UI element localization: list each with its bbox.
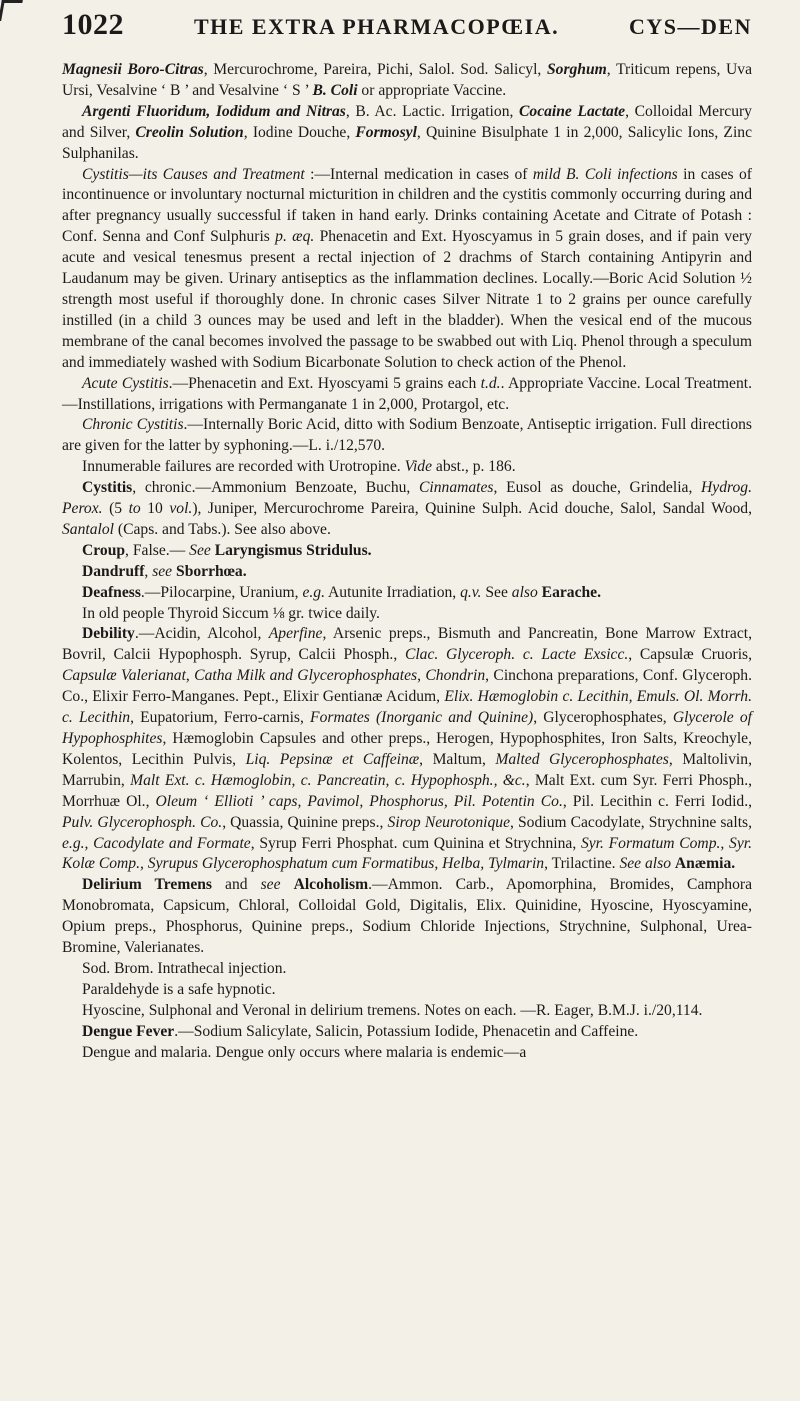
text-run: Autunite Irradiation, (324, 583, 461, 601)
text-run: Malt Ext. c. Hæmoglobin, c. Pancreatin, c. Hypophosph., &c. (130, 771, 526, 789)
text-run: Hyoscine, Sulphonal and Veronal in delirium tremens. Notes on each. —R. Eager, B.M.J. i./20,114. (82, 1001, 703, 1019)
text-run: ), Juniper, Mercurochrome Pareira, Quinine Sulph. Acid douche, Salol, Sandal Wood, (192, 500, 752, 518)
paragraph (62, 60, 752, 102)
text-run: (5 (102, 500, 129, 518)
page-corner-mark (0, 0, 23, 21)
text-run: mild B. Coli infections (532, 165, 678, 183)
paragraph (62, 165, 752, 374)
text-run: see (152, 562, 173, 580)
text-run: .—Pilocarpine, Uranium, (140, 583, 303, 601)
paragraph (62, 374, 752, 416)
text-run: , Iodine Douche, (243, 123, 356, 141)
paragraph (62, 875, 752, 959)
text-run: e.g., Cacodylate and Formate (62, 834, 251, 852)
text-run: .—Internally Boric Acid, ditto with Sodium Benzoate, Antiseptic irrigation. Full directions are given for the latter by syphoning.—L. i./12,570. (62, 416, 752, 455)
running-title: THE EXTRA PHARMACOPŒIA. (193, 14, 560, 39)
entry-heading: Anæmia. (674, 855, 736, 873)
text-run: See (481, 583, 512, 601)
text-run: Pulv. Glycerophosph. Co. (62, 813, 223, 831)
text-run: Aperfine (268, 625, 323, 643)
text-run: , False.— (125, 541, 190, 559)
text-run: See also (619, 855, 672, 873)
text-run (281, 876, 294, 893)
text-run: In old people Thyroid Siccum ⅛ gr. twice daily. (82, 604, 380, 622)
text-run: Syr. Formatum Comp., Syr. Kolæ Comp., Syrupus Glycerophosphatum cum Formatibus, Helba, Tylmarin (62, 834, 752, 873)
text-run: , Quassia, Quinine preps., (222, 813, 388, 831)
text-run: Paraldehyde is a safe hypnotic. (82, 980, 276, 998)
paragraph (62, 457, 752, 478)
paragraph (62, 583, 752, 604)
paragraph (62, 604, 752, 625)
text-run: Glycerole of Hypophosphites (62, 709, 753, 747)
text-run: , Colloidal Mercury and Silver, (62, 102, 752, 141)
text-run: , Mercurochrome, Pareira, Pichi, Salol. Sod. Salicyl, (203, 61, 547, 78)
body-text (62, 60, 752, 1064)
text-run: Catha Milk and Glycerophosphates (194, 667, 418, 685)
paragraph (62, 959, 752, 980)
text-run: Oleum ‘ Ellioti ’ caps, Pavimol, Phosphorus, Pil. Potentin Co. (155, 792, 563, 810)
text-run: Hydrog. Perox. (62, 479, 752, 518)
entry-heading: Dengue Fever (82, 1022, 175, 1040)
entry-heading: Cystitis (82, 479, 133, 497)
entry-heading: Sborrhœa. (176, 562, 247, 580)
text-run: , (417, 667, 426, 685)
text-run: Capsulæ Valerianat (62, 667, 186, 685)
text-run: Cinnamates (419, 479, 494, 497)
text-run: Cystitis—its Causes and Treatment (82, 165, 305, 183)
text-run: :—Internal medication in cases of (304, 165, 533, 183)
text-run: , (144, 562, 153, 580)
text-run: .—Ammon. Carb., Apomorphina, Bromides, Camphora Monobromata, Capsicum, Chloral, Colloidal Gold, Digitalis, Elix. Quinidine, Hyoscine, Hyoscyamine, Opium preps., Phosphorus, Quinine preps., Sodium Chloride Injections, Strychnine, Sulphonal, Urea-Bromine, Valerianates. (62, 876, 753, 957)
text-run: , Eusol as douche, Grindelia, (493, 479, 702, 497)
text-run: .—Phenacetin and Ext. Hyoscyami 5 grains each (168, 374, 481, 392)
text-run: , Malt Ext. cum Syr. Ferri Phosph., Morrhuæ Ol., (62, 771, 752, 810)
text-run: Chronic Cystitis (82, 416, 184, 434)
entry-range: CYS—DEN (629, 14, 752, 39)
page-header (62, 0, 752, 60)
text-run: Liq. Pepsinæ et Caffeinæ (245, 750, 420, 768)
entry-heading: Earache. (541, 583, 602, 601)
paragraph (62, 415, 752, 457)
entry-heading: Delirium Tremens (82, 876, 212, 894)
entry-heading: Laryngismus Stridulus. (214, 541, 372, 559)
entry-heading: Alcoholism (293, 876, 369, 894)
paragraph (62, 1043, 752, 1064)
text-run: Santalol (62, 520, 114, 538)
text-run: in cases of incontinuence or involuntary nocturnal micturition in children and the cystitis commonly occurring during and after pregnancy usually successful if taken in hand early. Drinks containing Acetate and Citrate of Potash : Conf. Senna and Conf Sulphuris (62, 165, 752, 246)
text-run: See (189, 541, 211, 559)
text-run: , Pil. Lecithin c. Ferri Iodid., (562, 792, 752, 810)
text-run: Magnesii Boro-Citras (62, 61, 204, 78)
text-run: , Maltolivin, Marrubin, (62, 750, 752, 789)
text-run: Formates (Inorganic and Quinine) (310, 709, 534, 727)
text-run: , (185, 667, 195, 685)
text-run: , Quinine Bisulphate 1 in 2,000, Salicylic Ions, Zinc Sulphanilas. (62, 123, 752, 162)
text-run: , Maltum, (419, 750, 496, 768)
paragraph (62, 1022, 752, 1043)
text-run: Creolin Solution (135, 123, 244, 141)
entry-heading: Deafness (82, 583, 141, 601)
entry-heading: Debility (82, 625, 135, 643)
text-run: see (260, 876, 281, 894)
text-run: .—Acidin, Alcohol, (134, 625, 269, 643)
text-run: to (128, 500, 141, 518)
text-run: , Glycerophosphates, (533, 709, 673, 727)
text-run: , Sodium Cacodylate, Strychnine salts, (510, 813, 752, 831)
text-run: Clac. Glyceroph. c. Lacte Exsicc. (404, 646, 629, 664)
text-run: abst., p. 186. (432, 458, 516, 476)
text-run: . Appropriate Vaccine. Local Treatment.—Instillations, irrigations with Permanganate 1 in 2,000, Protargol, etc. (62, 374, 752, 413)
text-run: Formosyl (355, 123, 417, 141)
paragraph (62, 478, 752, 541)
text-run: , Arsenic preps., Bismuth and Pancreatin, Bone Marrow Extract, Bovril, Calcii Hypophosph. Syrup, Calcii Phosph., (62, 625, 752, 664)
text-run: , Cinchona preparations, Conf. Glyceroph. Co., Elixir Ferro-Manganes. Pept., Elixir Gentianæ Acidum, (62, 667, 752, 706)
entry-heading: Dandruff (82, 562, 145, 580)
paragraph (62, 980, 752, 1001)
text-run: Elix. Hæmoglobin c. Lecithin, Emuls. Ol. Morrh. c. Lecithin (62, 688, 753, 727)
text-run: Chondrin (425, 667, 486, 685)
text-run: (Caps. and Tabs.). See also above. (113, 520, 331, 538)
text-run: q.v. (460, 583, 482, 601)
text-run: and (211, 876, 261, 894)
text-run: Sirop Neurotonique (387, 813, 510, 831)
text-run: Innumerable failures are recorded with Urotropine. (82, 458, 405, 476)
text-run: , Triticum repens, Uva Ursi, Vesalvine ‘ B ’ and Vesalvine ‘ S ’ (62, 61, 752, 99)
text-run: B. Coli (312, 81, 358, 99)
text-run: vol. (169, 500, 193, 518)
entry-heading: Croup (82, 541, 126, 559)
text-run: , Capsulæ Cruoris, (628, 646, 752, 664)
text-run: Sod. Brom. Intrathecal injection. (82, 959, 287, 977)
paragraph (62, 624, 752, 875)
text-run: , B. Ac. Lactic. Irrigation, (345, 102, 520, 120)
text-run: , Eupatorium, Ferro-carnis, (130, 709, 311, 727)
text-run: Argenti Fluoridum, Iodidum and Nitras (82, 102, 346, 120)
text-run: p. æq. (275, 228, 315, 246)
text-run: , chronic.—Ammonium Benzoate, Buchu, (132, 479, 419, 497)
text-run: t.d. (480, 374, 501, 392)
text-run: Cocaine Lactate (519, 102, 626, 120)
paragraph (62, 562, 752, 583)
paragraph (62, 102, 752, 165)
text-run: or appropriate Vaccine. (357, 81, 507, 99)
text-run: 10 (140, 500, 170, 518)
paragraph (62, 1001, 752, 1022)
text-run: , Hæmoglobin Capsules and other preps., Herogen, Hypophosphites, Iron Salts, Kreochyle, Kolentos, Lecithin Pulvis, (62, 730, 752, 768)
text-run: , Syrup Ferri Phosphat. cum Quinina et Strychnina, (250, 834, 581, 852)
text-run: , Trilactine. (544, 855, 620, 873)
text-run: Acute Cystitis (82, 374, 169, 392)
text-run: Vide (404, 458, 432, 476)
text-run: Sorghum (546, 61, 607, 78)
text-run: Phenacetin and Ext. Hyoscyamus in 5 grain doses, and if pain very acute and vesical tenesmus present a rectal injection of 2 drachms of Starch containing Antipyrin and Laudanum may be given. Urinary antiseptics as the inflammation declines. Locally.—Boric Acid Solution ½ strength most useful if thoroughly done. In chronic cases Silver Nitrate 1 to 2 grains per ounce carefully instilled (in a child 3 ounces may be used and left in the bladder). When the vesical end of the mucous membrane of the canal becomes involved the passage to be swabbed out with Liq. Phenol through a speculum and immediately washed with Sodium Bicarbonate Solution to check action of the Phenol. (62, 228, 752, 371)
text-run: .—Sodium Salicylate, Salicin, Potassium Iodide, Phenacetin and Caffeine. (174, 1022, 639, 1040)
text-run: e.g. (302, 583, 325, 601)
paragraph (62, 541, 752, 562)
text-run: Dengue and malaria. Dengue only occurs where malaria is endemic—a (82, 1043, 527, 1061)
page-number: 1022 (62, 8, 124, 41)
text-run: also (511, 583, 538, 601)
text-run: Malted Glycerophosphates (495, 750, 669, 768)
